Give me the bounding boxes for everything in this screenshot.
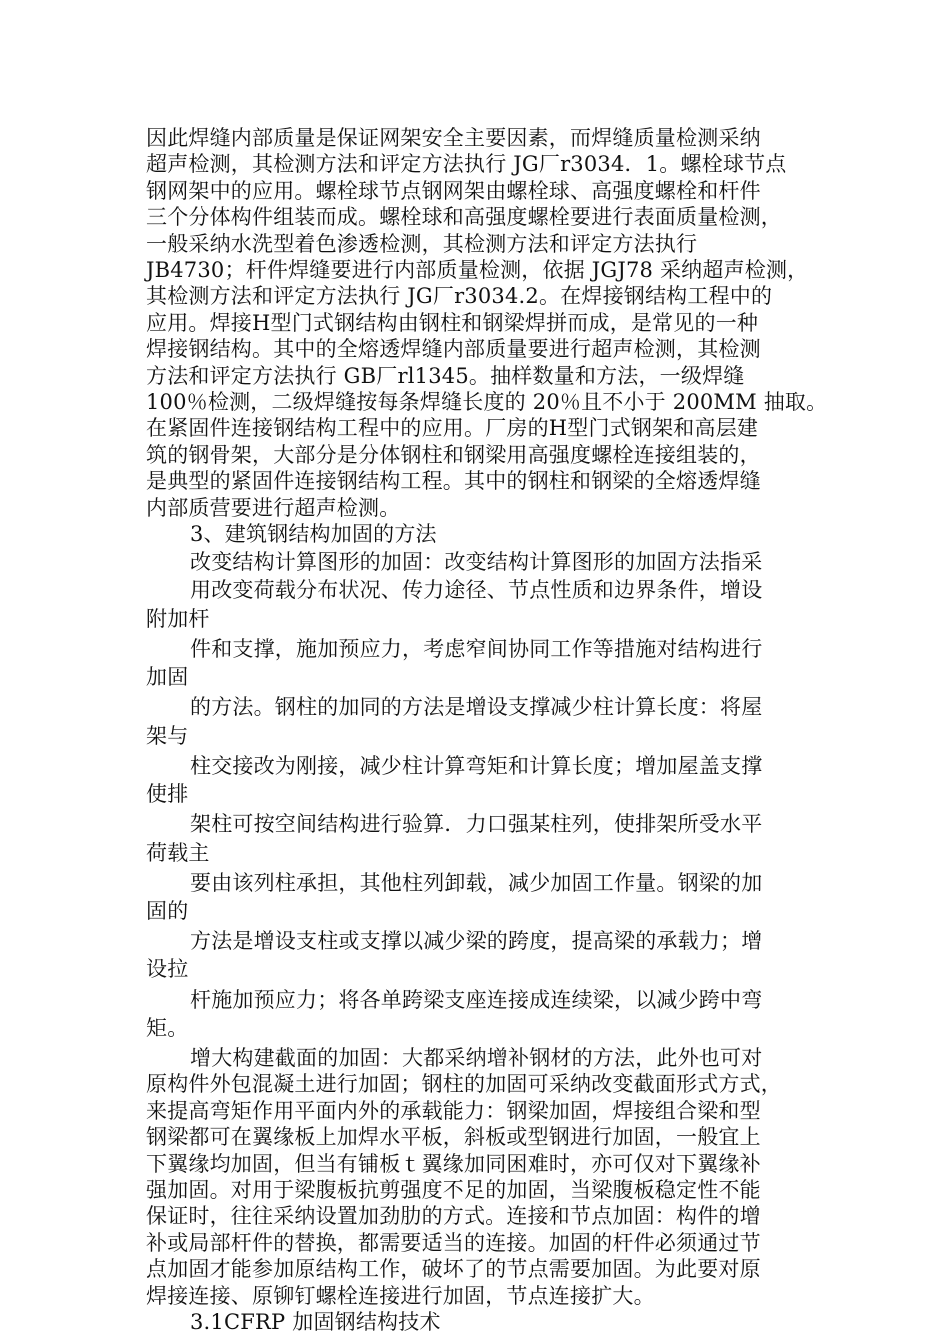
text-line: 方法是增设支柱或支撑以减少梁的跨度，提高梁的承载力；增 — [190, 929, 763, 954]
text-line: 钢网架中的应用。螺栓球节点钢网架由螺栓球、高强度螺栓和杆件 — [146, 178, 761, 203]
text-line: 增大构建截面的加固：大都采纳增补钢材的方法，此外也可对 — [190, 1046, 763, 1071]
text-line: 三个分体构件组装而成。螺栓球和高强度螺栓要进行表面质量检测， — [146, 205, 782, 230]
text-line: 加固 — [146, 665, 189, 690]
text-line: 超声检测，其检测方法和评定方法执行 JG厂r3034．1。螺栓球节点 — [146, 152, 787, 177]
text-line: 一般采纳水洗型着色渗透检测，其检测方法和评定方法执行 — [146, 231, 698, 256]
text-line: 固的 — [146, 898, 189, 923]
text-line: 柱交接改为刚接，减少柱计算弯矩和计算长度；增加屋盖支撑 — [190, 753, 763, 778]
text-line: 筑的钢骨架，大部分是分体钢柱和钢梁用高强度螺栓连接组装的， — [146, 442, 761, 467]
text-line: 点加固才能参加原结构工作，破坏了的节点需要加固。为此要对原 — [146, 1257, 761, 1282]
text-line: 的方法。钢柱的加同的方法是增设支撑减少柱计算长度：将屋 — [190, 695, 763, 720]
text-line: 下翼缘均加固，但当有铺板ｔ翼缘加同困难时，亦可仅对下翼缘补 — [146, 1151, 761, 1176]
text-line: 改变结构计算图形的加固：改变结构计算图形的加固方法指采 — [190, 550, 763, 575]
text-line: 方法和评定方法执行 GB厂rl1345。抽样数量和方法，一级焊缝 — [146, 363, 745, 388]
text-line: 因此焊缝内部质量是保证网架安全主要因素，而焊缝质量检测采纳 — [146, 126, 761, 150]
text-line: 架柱可按空间结构进行验算．力口强某柱列，使排架所受水平 — [190, 812, 763, 837]
text-line: 杆施加预应力；将各单跨梁支座连接成连续梁，以减少跨中弯 — [190, 987, 763, 1012]
text-line: 要由该列柱承担，其他柱列卸载，减少加固工作量。钢梁的加 — [190, 870, 763, 895]
text-line: 用改变荷载分布状况、传力途径、节点性质和边界条件，增设 — [190, 578, 763, 603]
text-line: 钢梁都可在翼缘板上加焊水平板，斜板或型钢进行加固，一般宜上 — [146, 1125, 761, 1150]
text-line: 100％检测，二级焊缝按每条焊缝长度的 20％且不小于 200MM 抽取。 — [146, 389, 828, 414]
text-line: 焊接连接、原铆钉螺栓连接进行加固，节点连接扩大。 — [146, 1283, 655, 1308]
text-line: 其检测方法和评定方法执行 JG厂r3034.2。在焊接钢结构工程中的 — [146, 284, 773, 309]
text-line: 补或局部杆件的替换，都需要适当的连接。加固的杆件必须通过节 — [146, 1230, 761, 1255]
text-line: 原构件外包混凝土进行加固；钢柱的加固可采纳改变截面形式方式， — [146, 1072, 782, 1097]
section-heading: 3、建筑钢结构加固的方法 — [190, 521, 437, 546]
text-line: JB4730；杆件焊缝要进行内部质量检测，依据 JGJ78 采纳超声检测， — [146, 257, 809, 282]
text-line: 强加固。对用于梁腹板抗剪强度不足的加固，当梁腹板稳定性不能 — [146, 1178, 761, 1203]
text-line: 在紧固件连接钢结构工程中的应用。厂房的H型门式钢架和高层建 — [146, 416, 759, 441]
text-line: 来提高弯矩作用平面内外的承载能力：钢梁加固，焊接组合梁和型 — [146, 1098, 761, 1123]
text-line: 使排 — [146, 782, 189, 807]
text-line: 设拉 — [146, 957, 189, 982]
text-line: 应用。焊接H型门式钢结构由钢柱和钢梁焊拼而成，是常见的一种 — [146, 310, 759, 335]
text-line: 是典型的紧固件连接钢结构工程。其中的钢柱和钢梁的全熔透焊缝 — [146, 469, 761, 494]
text-line: 件和支撑，施加预应力，考虑窄间协同工作等措施对结构进行 — [190, 636, 763, 661]
text-line: 附加杆 — [146, 606, 210, 631]
text-line: 焊接钢结构。其中的全熔透焊缝内部质量要进行超声检测，其检测 — [146, 337, 761, 362]
text-line: 内部质营要进行超声检测。 — [146, 495, 401, 520]
text-line: 保证时，往往采纳设置加劲肋的方式。连接和节点加固：构件的增 — [146, 1204, 761, 1229]
subsection-heading: 3.1CFRP 加固钢结构技术 — [190, 1310, 441, 1334]
text-line: 架与 — [146, 723, 189, 748]
text-line: 荷载主 — [146, 840, 210, 865]
text-line: 矩。 — [146, 1015, 189, 1040]
